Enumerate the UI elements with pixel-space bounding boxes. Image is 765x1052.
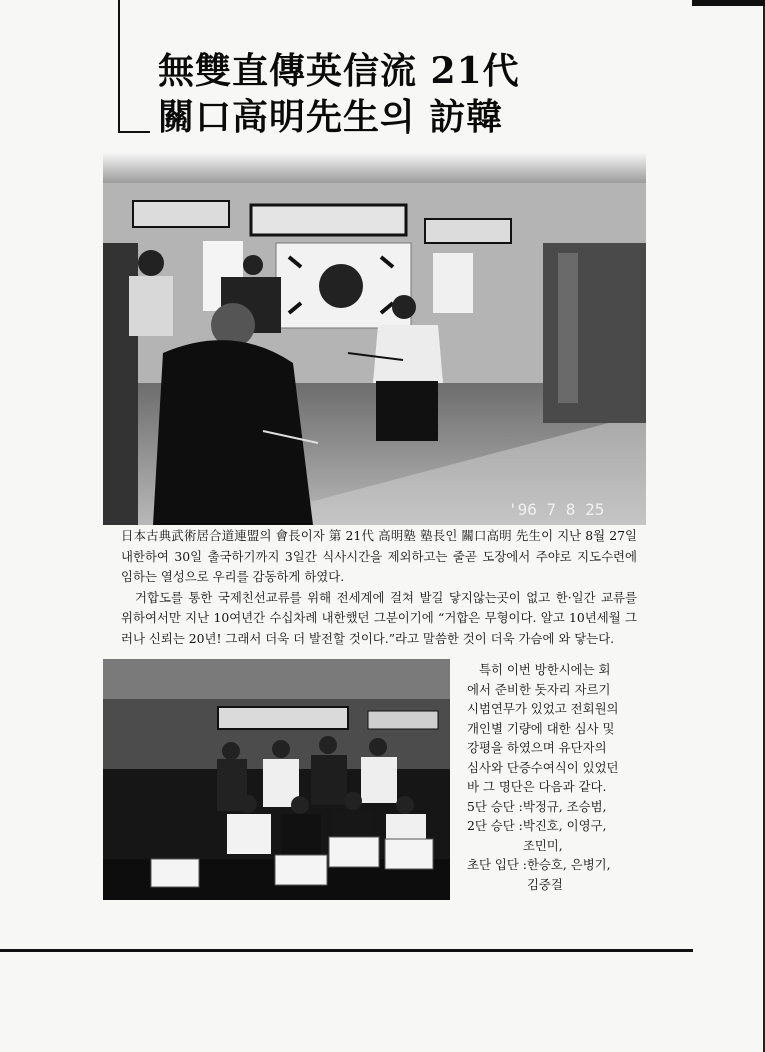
rank-row: [467, 855, 622, 894]
title-line-1: 無雙直傳英信流 21代: [158, 50, 520, 92]
group-photo: [103, 659, 450, 900]
title-bracket: [118, 0, 150, 133]
side-column: [467, 660, 622, 894]
rank-label: 초단 입단 :: [467, 857, 527, 872]
dojo-photo: [103, 153, 646, 525]
rank-row: [467, 816, 622, 855]
corner-mark: [692, 0, 765, 6]
rank-names: 박진호, 이영구, 조민미,: [522, 818, 607, 853]
rank-names: 한승호, 은병기, 김중걸: [526, 857, 611, 892]
rank-label: 5단 승단 :: [467, 798, 523, 814]
title-line-2: 關口高明先生의 訪韓: [158, 96, 504, 138]
article-title: [158, 48, 520, 140]
paragraph-1: 日本古典武術居合道連盟의 會長이자 第 21代 高明塾 塾長인 關口高明 先生이 지난 8월 27일 내한하여 30일 출국하기까지 3일간 식사시간을 제외하고는 줄곧 도장에서 주야로 지도수련에 임하는 열성으로 우리를 감동하게 하였다.: [121, 528, 637, 584]
rank-label: 2단 승단 :: [467, 818, 523, 833]
rank-names: 박정규, 조승범,: [522, 798, 607, 814]
rank-list: [467, 797, 622, 895]
article-body: [121, 526, 637, 649]
rank-row: [467, 797, 622, 817]
bottom-rule: [0, 949, 693, 952]
paragraph-2: 거합도를 통한 국제친선교류를 위해 전세계에 걸쳐 발길 닿지않는곳이 없고 한·일간 교류를 위하여서만 지난 10여년간 수십차례 내한했던 그분이기에 “거합은 무형이다. 알고 10년세월 그러나 신뢰는 20년! 그래서 더욱 더 발전할 것이다.”라고 말씀한 것이 더욱 가슴에 와 닿는다.: [121, 589, 637, 646]
side-intro: 특히 이번 방한시에는 회에서 준비한 돗자리 자르기 시범연무가 있었고 전회원의 개인별 기량에 대한 심사 및 강평을 하였으며 유단자의 심사와 단증수여식이 있었던 바 그 명단은 다음과 같다.: [467, 662, 619, 794]
photo-date-stamp: '96 7 8 25: [508, 500, 605, 519]
